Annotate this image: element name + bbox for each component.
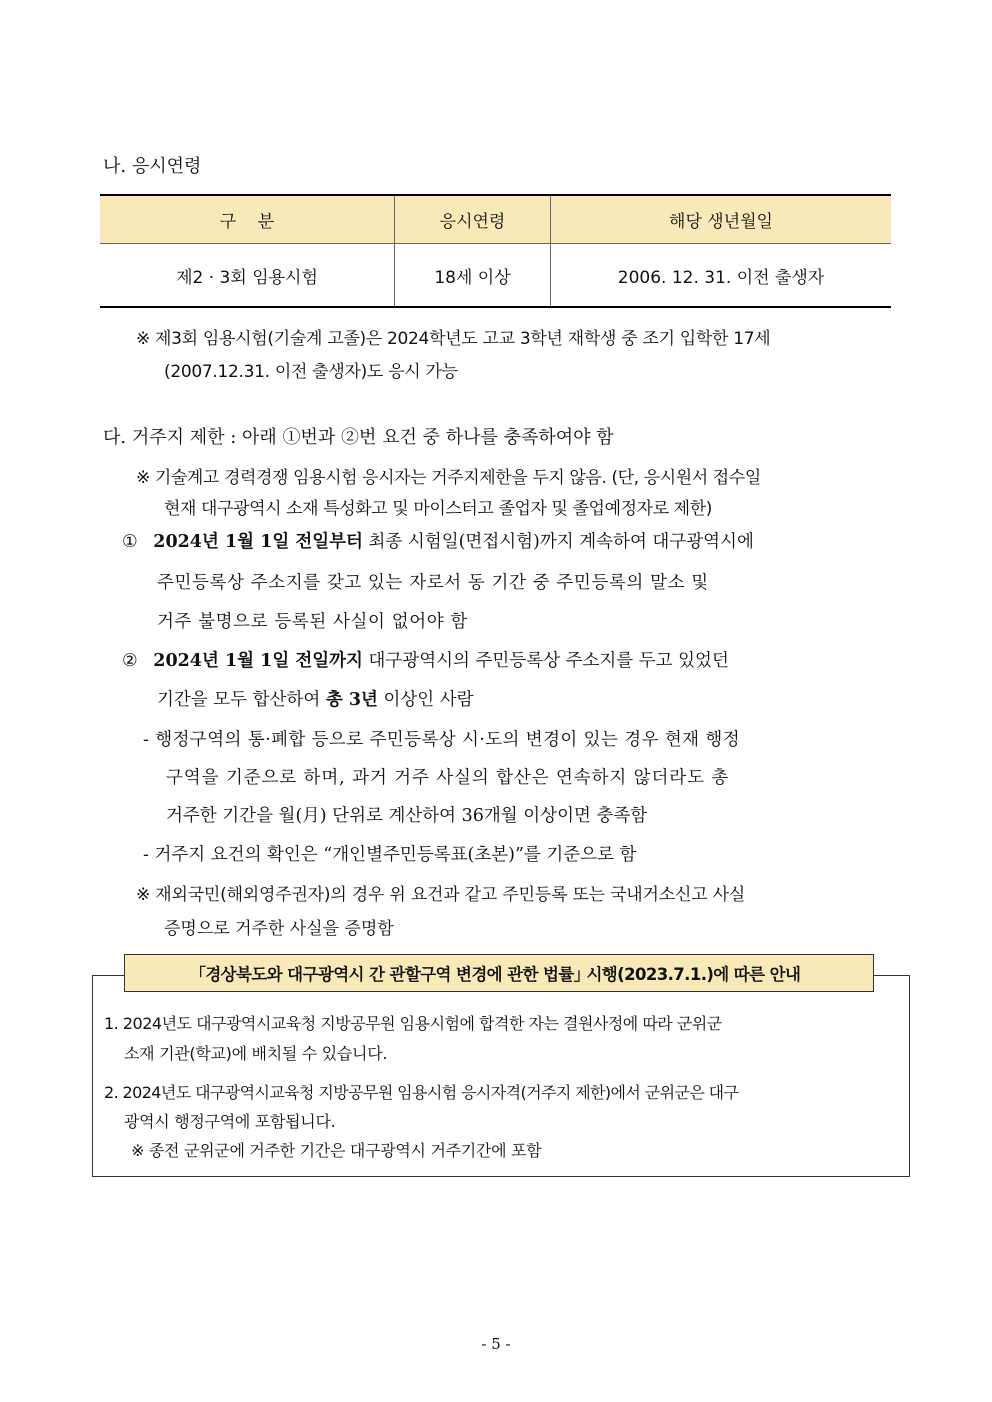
- requirement-1-marker: ①: [122, 532, 138, 552]
- residence-note1-line2: 현재 대구광역시 소재 특성화고 및 마이스터고 졸업자 및 졸업예정자로 제한): [164, 499, 712, 519]
- section-title-age: 나. 응시연령: [103, 156, 202, 177]
- requirement-2-line2-bold: 총 3년: [325, 690, 378, 710]
- residence-note2-line1: ※ 재외국민(해외영주권자)의 경우 위 요건과 같고 주민등록 또는 국내거소신고 사실: [136, 885, 746, 905]
- requirement-2-line2-post: 이상인 사람: [377, 690, 474, 710]
- requirement-1-bold: 2024년 1월 1일 전일부터: [153, 532, 363, 552]
- info-item-2-note: ※ 종전 군위군에 거주한 기간은 대구광역시 거주기간에 포함: [131, 1141, 542, 1160]
- age-note-line1: ※ 제3회 임용시험(기술계 고졸)은 2024학년도 고교 3학년 재학생 중 조기 입학한 17세: [136, 329, 771, 349]
- table-header-age: 응시연령: [395, 196, 551, 243]
- table-header-birthdate: 해당 생년월일: [669, 212, 773, 232]
- table-cell-age: 18세 이상: [395, 244, 551, 306]
- requirement-2: [122, 647, 729, 672]
- age-note-line2: (2007.12.31. 이전 출생자)도 응시 가능: [164, 362, 458, 382]
- table-header-category: 구 분: [100, 196, 395, 243]
- requirement-1: [122, 528, 754, 553]
- info-item-2-line2: 광역시 행정구역에 포함됩니다.: [124, 1112, 336, 1131]
- requirement-2-line2-pre: 기간을 모두 합산하여: [157, 690, 326, 710]
- requirement-2-text: 대구광역시의 주민등록상 주소지를 두고 있었던: [362, 651, 729, 671]
- table-row: [100, 244, 891, 306]
- info-item-1-line1: 1. 2024년도 대구광역시교육청 지방공무원 임용시험에 합격한 자는 결원사정에 따라 군위군: [104, 1014, 722, 1033]
- info-box-title: ｢경상북도와 대구광역시 간 관할구역 변경에 관한 법률｣ 시행(2023.7.1.)에 따른 안내: [124, 954, 874, 992]
- dash1-line3: 거주한 기간을 월(月) 단위로 계산하여 36개월 이상이면 충족함: [166, 806, 648, 826]
- requirement-1-line3: 거주 불명으로 등록된 사실이 없어야 함: [157, 612, 468, 632]
- info-item-1-line2: 소재 기관(학교)에 배치될 수 있습니다.: [124, 1044, 388, 1063]
- requirement-2-line2: [157, 686, 474, 711]
- table-cell-category: 제2 · 3회 임용시험: [100, 244, 395, 306]
- requirement-2-bold: 2024년 1월 1일 전일까지: [153, 651, 363, 671]
- section-title-residence: 다. 거주지 제한 : 아래 ①번과 ②번 요건 중 하나를 충족하여야 함: [103, 427, 614, 448]
- info-item-2-line1: 2. 2024년도 대구광역시교육청 지방공무원 임용시험 응시자격(거주지 제한)에서 군위군은 대구: [104, 1083, 739, 1102]
- page-number: - 5 -: [481, 1335, 511, 1353]
- age-table: [100, 194, 891, 308]
- requirement-1-text: 최종 시험일(면접시험)까지 계속하여 대구광역시에: [362, 532, 754, 552]
- dash1-line2: 구역을 기준으로 하며, 과거 거주 사실의 합산은 연속하지 않더라도 총: [166, 768, 730, 788]
- residence-note1-line1: ※ 기술계고 경력경쟁 임용시험 응시자는 거주지제한을 두지 않음. (단, 응시원서 접수일: [136, 468, 761, 488]
- requirement-2-marker: ②: [122, 651, 138, 671]
- dash1-line1: - 행정구역의 통·폐합 등으로 주민등록상 시·도의 변경이 있는 경우 현재 행정: [143, 730, 741, 750]
- table-header-row: [100, 196, 891, 244]
- table-cell-birthdate: 2006. 12. 31. 이전 출생자: [617, 267, 825, 288]
- requirement-1-line2: 주민등록상 주소지를 갖고 있는 자로서 동 기간 중 주민등록의 말소 및: [157, 573, 709, 593]
- dash2: - 거주지 요건의 확인은 “개인별주민등록표(초본)”를 기준으로 함: [143, 845, 637, 865]
- residence-note2-line2: 증명으로 거주한 사실을 증명함: [164, 919, 394, 939]
